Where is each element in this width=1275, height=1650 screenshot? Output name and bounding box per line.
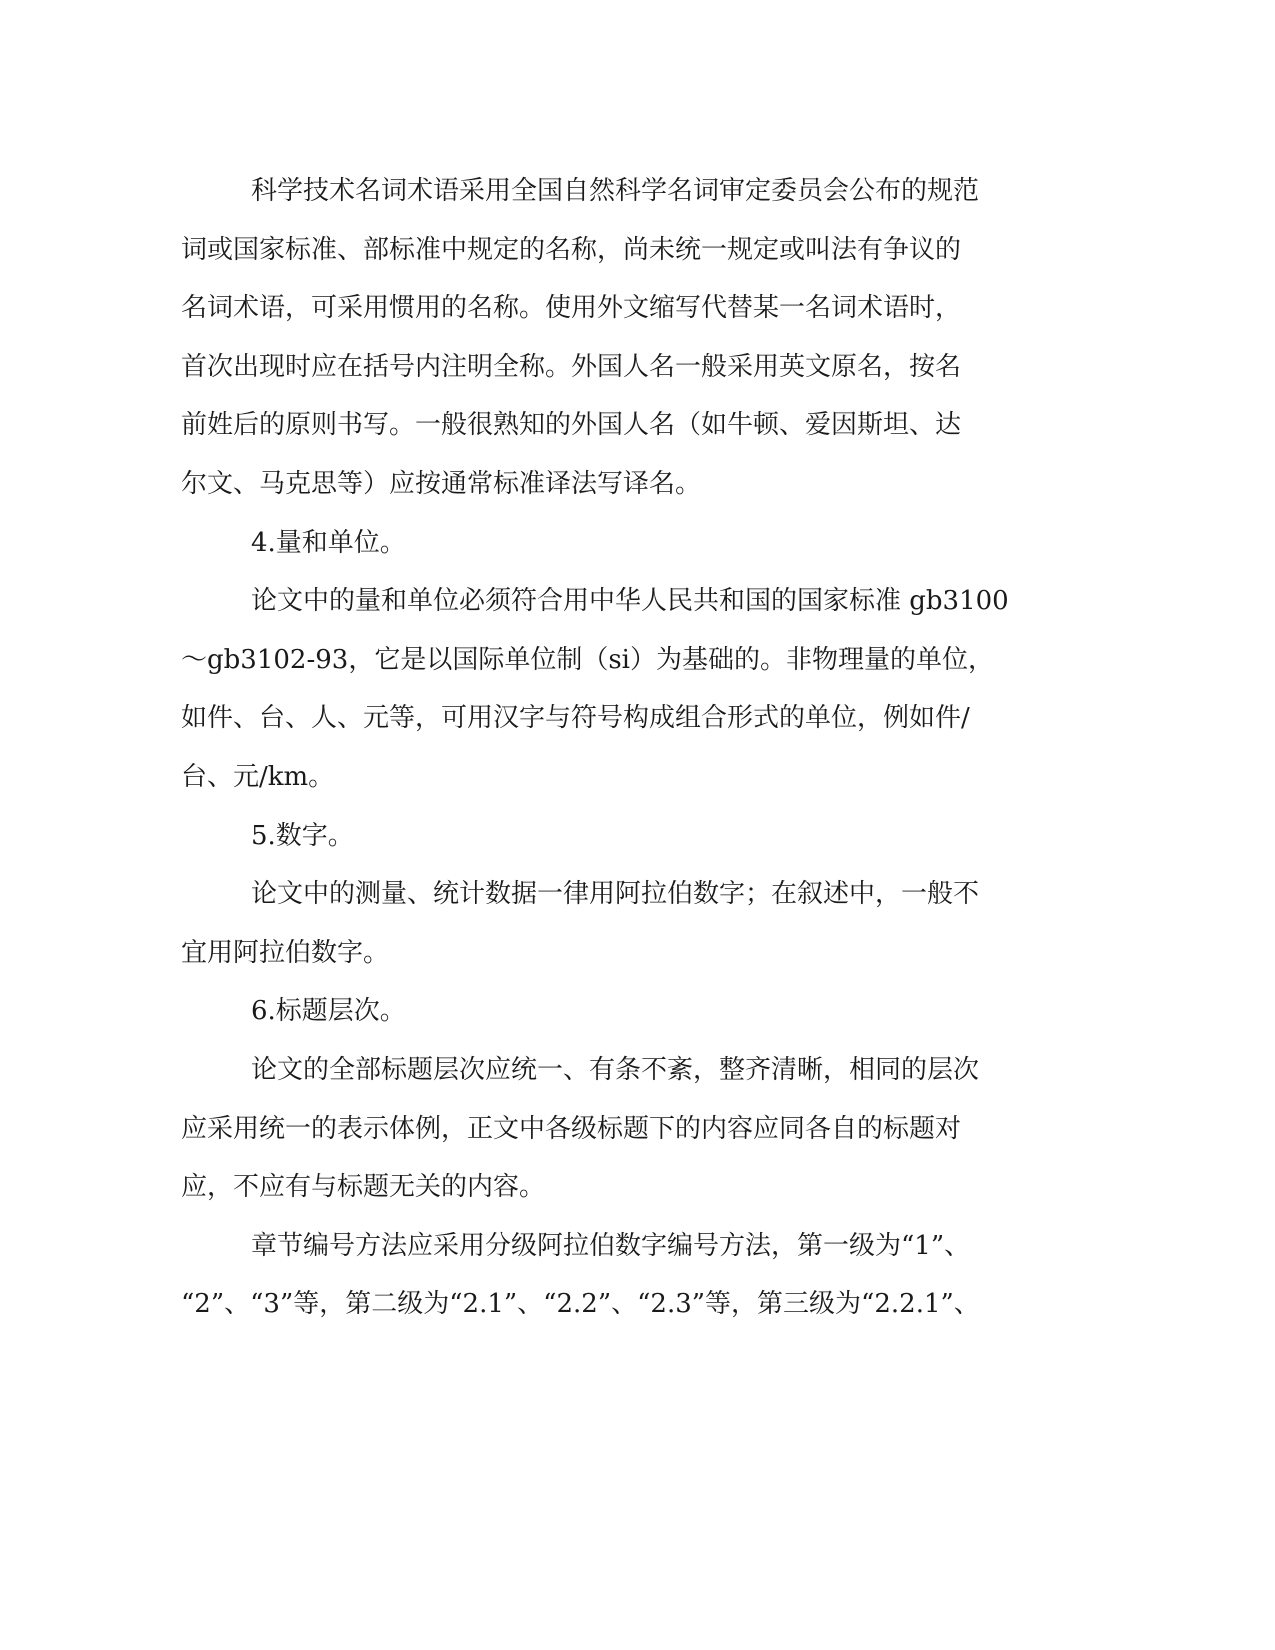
text-line: 尔文、马克思等）应按通常标准译法写译名。: [181, 468, 702, 499]
text-line: 应，不应有与标题无关的内容。: [181, 1172, 546, 1203]
paragraph-numbers: [181, 865, 1033, 982]
text-line: 词或国家标准、部标准中规定的名称，尚未统一规定或叫法有争议的: [181, 234, 962, 265]
text-line: 论文中的测量、统计数据一律用阿拉伯数字；在叙述中，一般不: [251, 879, 980, 910]
paragraph-terminology: [181, 162, 1033, 514]
text-line: 论文中的量和单位必须符合用中华人民共和国的国家标准 gb3100: [251, 586, 1009, 617]
text-line: ～gb3102-93，它是以国际单位制（si）为基础的。非物理量的单位，: [181, 644, 994, 675]
section-heading: 4.量和单位。: [251, 527, 406, 558]
text-line: 台、元/km。: [181, 761, 335, 792]
text-line: “2”、“3”等，第二级为“2.1”、“2.2”、“2.3”等，第三级为“2.2.1”、: [181, 1289, 980, 1320]
heading-title-levels: [181, 982, 1033, 1041]
text-line: 章节编号方法应采用分级阿拉伯数字编号方法，第一级为“1”、: [251, 1230, 971, 1261]
paragraph-title-levels: [181, 1041, 1033, 1217]
text-line: 科学技术名词术语采用全国自然科学名词审定委员会公布的规范: [251, 176, 980, 206]
text-line: 论文的全部标题层次应统一、有条不紊，整齐清晰，相同的层次: [251, 1054, 980, 1085]
text-line: 首次出现时应在括号内注明全称。外国人名一般采用英文原名，按名: [181, 351, 962, 382]
section-heading: 5.数字。: [251, 820, 354, 851]
document-body: [181, 162, 1033, 1334]
text-line: 宜用阿拉伯数字。: [181, 937, 390, 968]
text-line: 应采用统一的表示体例，正文中各级标题下的内容应同各自的标题对: [181, 1113, 962, 1144]
paragraph-quantities-units: [181, 572, 1033, 806]
text-line: 名词术语，可采用惯用的名称。使用外文缩写代替某一名词术语时，: [181, 293, 962, 324]
heading-numbers: [181, 807, 1033, 866]
text-line: 前姓后的原则书写。一般很熟知的外国人名（如牛顿、爱因斯坦、达: [181, 410, 962, 441]
heading-quantities-units: [181, 514, 1033, 573]
text-line: 如件、台、人、元等，可用汉字与符号构成组合形式的单位，例如件/: [181, 703, 970, 734]
section-heading: 6.标题层次。: [251, 996, 406, 1027]
paragraph-chapter-numbering: [181, 1217, 1033, 1334]
